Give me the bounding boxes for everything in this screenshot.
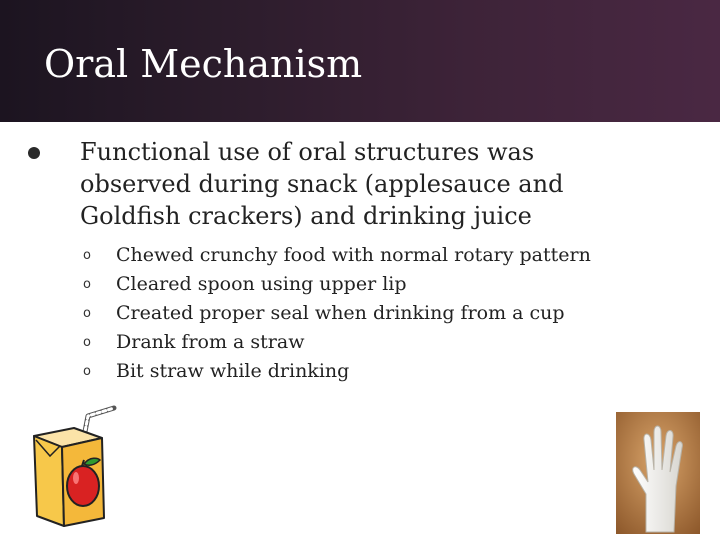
sub-bullet-item xyxy=(0,300,720,329)
sub-bullet-item xyxy=(0,271,720,300)
slide-title: Oral Mechanism xyxy=(44,42,363,86)
hollow-bullet-icon: o xyxy=(83,248,91,263)
sub-bullet-text: Chewed crunchy food with normal rotary pattern xyxy=(116,244,591,266)
sub-bullet-text: Cleared spoon using upper lip xyxy=(116,273,407,295)
title-bar xyxy=(0,0,720,122)
main-bullet-text: Functional use of oral structures was observed during snack (applesauce and Goldfish crackers) and drinking juice xyxy=(80,138,564,230)
hollow-bullet-icon: o xyxy=(83,306,91,321)
juice-box-image xyxy=(20,398,130,528)
hollow-bullet-icon: o xyxy=(83,277,91,292)
sub-bullet-text: Drank from a straw xyxy=(116,331,305,353)
sub-bullet-item xyxy=(0,329,720,358)
glove-image xyxy=(616,412,700,534)
sub-bullet-text: Created proper seal when drinking from a cup xyxy=(116,302,565,324)
sub-bullet-list xyxy=(0,242,720,387)
hollow-bullet-icon: o xyxy=(83,335,91,350)
sub-bullet-text: Bit straw while drinking xyxy=(116,360,350,382)
sub-bullet-item xyxy=(0,358,720,387)
hollow-bullet-icon: o xyxy=(83,364,91,379)
apple-icon xyxy=(67,466,99,506)
bullet-dot-icon xyxy=(28,147,40,159)
sub-bullet-item xyxy=(0,242,720,271)
